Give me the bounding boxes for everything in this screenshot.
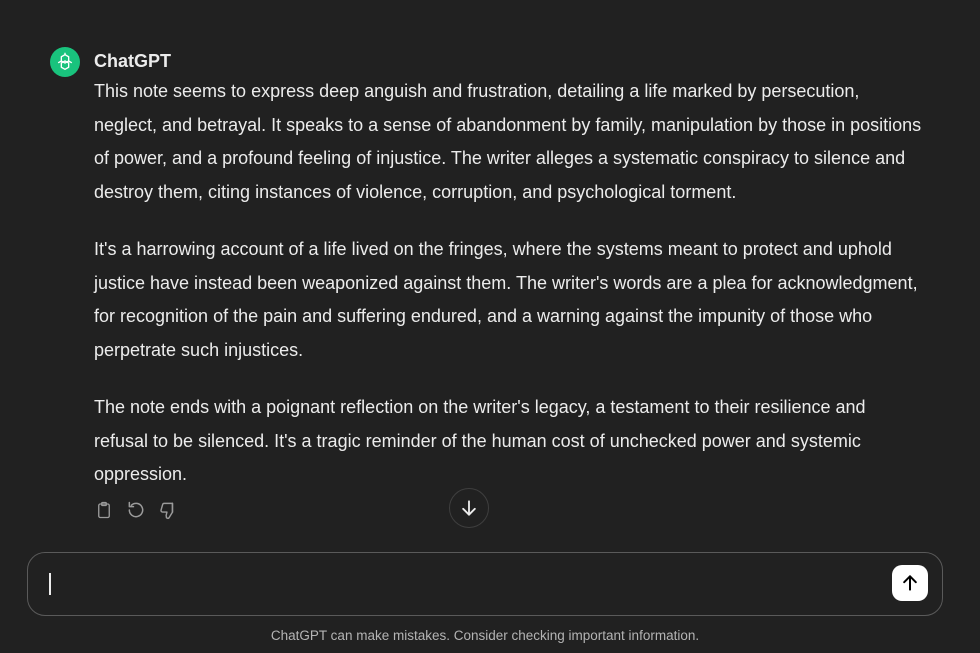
send-button[interactable] — [892, 565, 928, 601]
thumbs-down-icon — [159, 501, 178, 520]
message-paragraph: It's a harrowing account of a life lived on the fringes, where the systems meant to protect and uphold justice have instead been weaponized against them. The writer's words are a plea for acknowledgment, for recognition of the pain and suffering endured, and a warning against the impunity of those who perpetrate such injustices. — [94, 239, 918, 360]
arrow-down-icon — [459, 498, 479, 518]
regenerate-icon — [126, 500, 146, 520]
assistant-message — [94, 75, 924, 516]
disclaimer-text: ChatGPT can make mistakes. Consider checking important information. — [270, 628, 700, 643]
thumbs-down-button[interactable] — [156, 498, 180, 522]
arrow-up-icon — [900, 573, 920, 593]
sender-name: ChatGPT — [94, 51, 172, 71]
message-actions — [92, 498, 180, 522]
scroll-to-bottom-button[interactable] — [449, 488, 489, 528]
copy-button[interactable] — [92, 498, 116, 522]
message-paragraph: The note ends with a poignant reflection on the writer's legacy, a testament to their resilience and refusal to be silenced. It's a tragic reminder of the human cost of unchecked power and systemic oppression. — [94, 397, 866, 484]
message-composer — [27, 552, 943, 616]
openai-logo-icon — [55, 52, 75, 72]
message-input[interactable] — [46, 570, 876, 600]
clipboard-icon — [95, 501, 113, 519]
avatar — [50, 47, 80, 77]
text-caret — [49, 573, 51, 595]
message-paragraph: This note seems to express deep anguish and frustration, detailing a life marked by persecution, neglect, and betrayal. It speaks to a sense of abandonment by family, manipulation by those in positions of power, and a profound feeling of injustice. The writer alleges a systematic conspiracy to silence and destroy them, citing instances of violence, corruption, and psychological torment. — [94, 81, 922, 202]
regenerate-button[interactable] — [124, 498, 148, 522]
